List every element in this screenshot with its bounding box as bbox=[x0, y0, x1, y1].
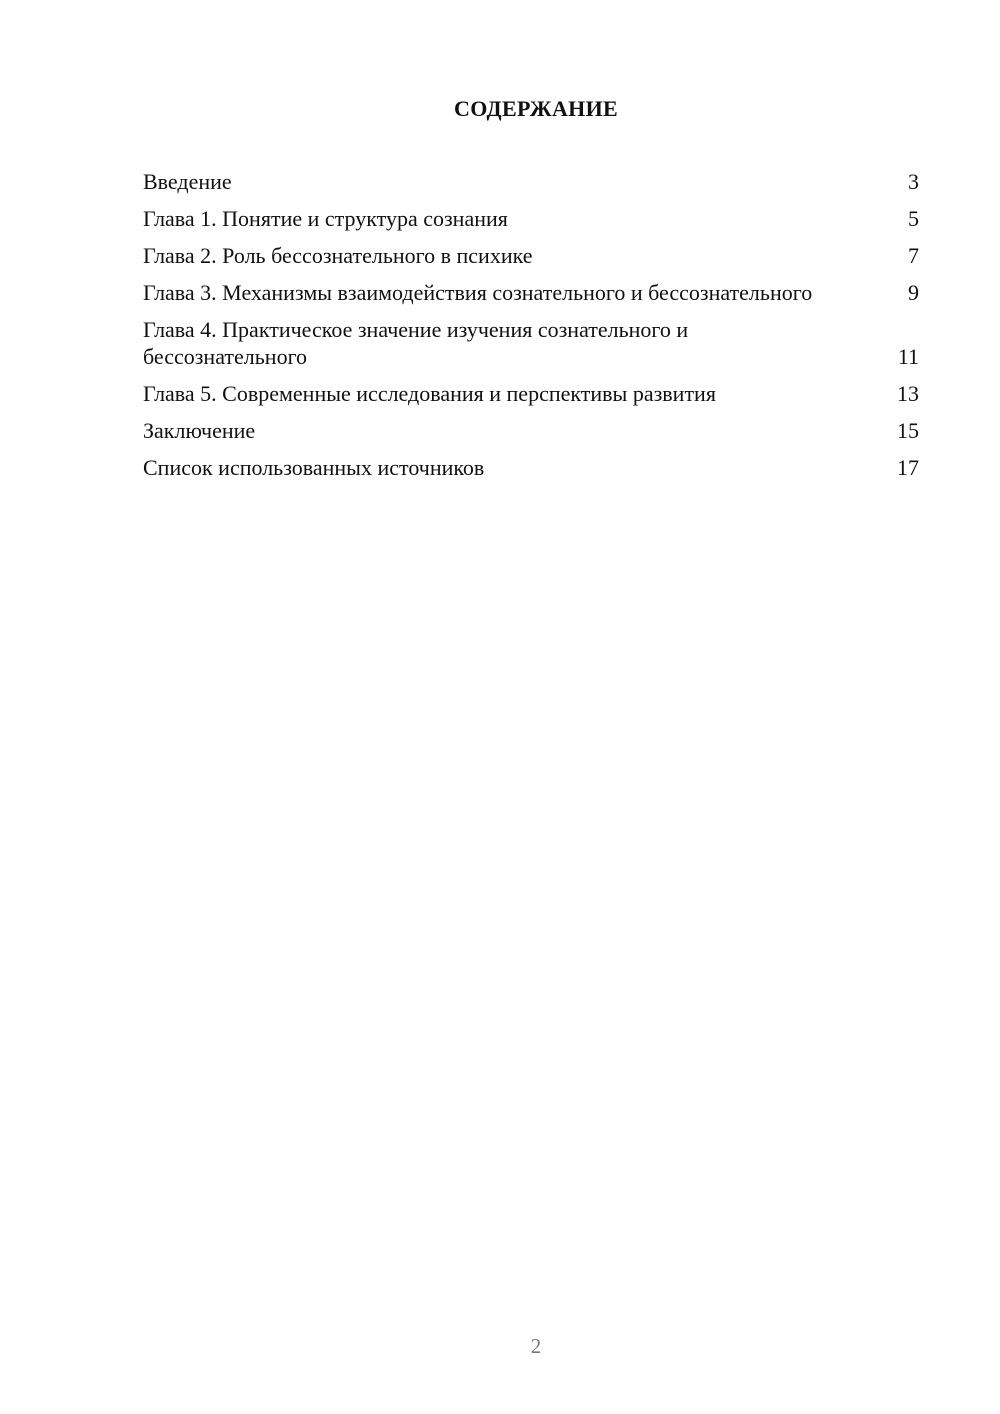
toc-entry bbox=[143, 454, 919, 481]
toc-entry-title: Заключение bbox=[143, 418, 256, 443]
toc-entry bbox=[143, 417, 919, 444]
toc-entry bbox=[143, 380, 919, 407]
toc-entry-title: Глава 5. Современные исследования и перспективы развития bbox=[143, 381, 716, 406]
toc-entry-title: Глава 2. Роль бессознательного в психике bbox=[143, 243, 533, 268]
toc-entry-page: 5 bbox=[908, 206, 919, 231]
page-title: СОДЕРЖАНИЕ bbox=[454, 96, 618, 121]
toc-entry-page: 3 bbox=[908, 169, 919, 194]
toc-entry-page: 15 bbox=[897, 418, 919, 443]
table-of-contents bbox=[143, 168, 919, 491]
toc-entry-page: 11 bbox=[897, 344, 919, 369]
toc-entry-page: 13 bbox=[897, 381, 919, 406]
toc-entry-title: Глава 1. Понятие и структура сознания bbox=[143, 206, 508, 231]
toc-entry bbox=[143, 205, 919, 232]
toc-entry-page: 17 bbox=[897, 455, 919, 480]
toc-entry-title: Список использованных источников bbox=[143, 455, 485, 480]
page-number: 2 bbox=[530, 1334, 542, 1358]
toc-entry bbox=[143, 242, 919, 269]
toc-entry bbox=[143, 279, 919, 306]
toc-entry bbox=[143, 168, 919, 195]
toc-entry-title: Глава 3. Механизмы взаимодействия сознательного и бессознательного bbox=[143, 280, 813, 305]
toc-entry-page: 7 bbox=[908, 243, 919, 268]
toc-entry-title: Введение bbox=[143, 169, 232, 194]
toc-entry-title: Глава 4. Практическое значение изучения сознательного и бессознательного bbox=[143, 317, 689, 369]
toc-entry-page: 9 bbox=[908, 280, 919, 305]
toc-entry bbox=[143, 316, 919, 370]
